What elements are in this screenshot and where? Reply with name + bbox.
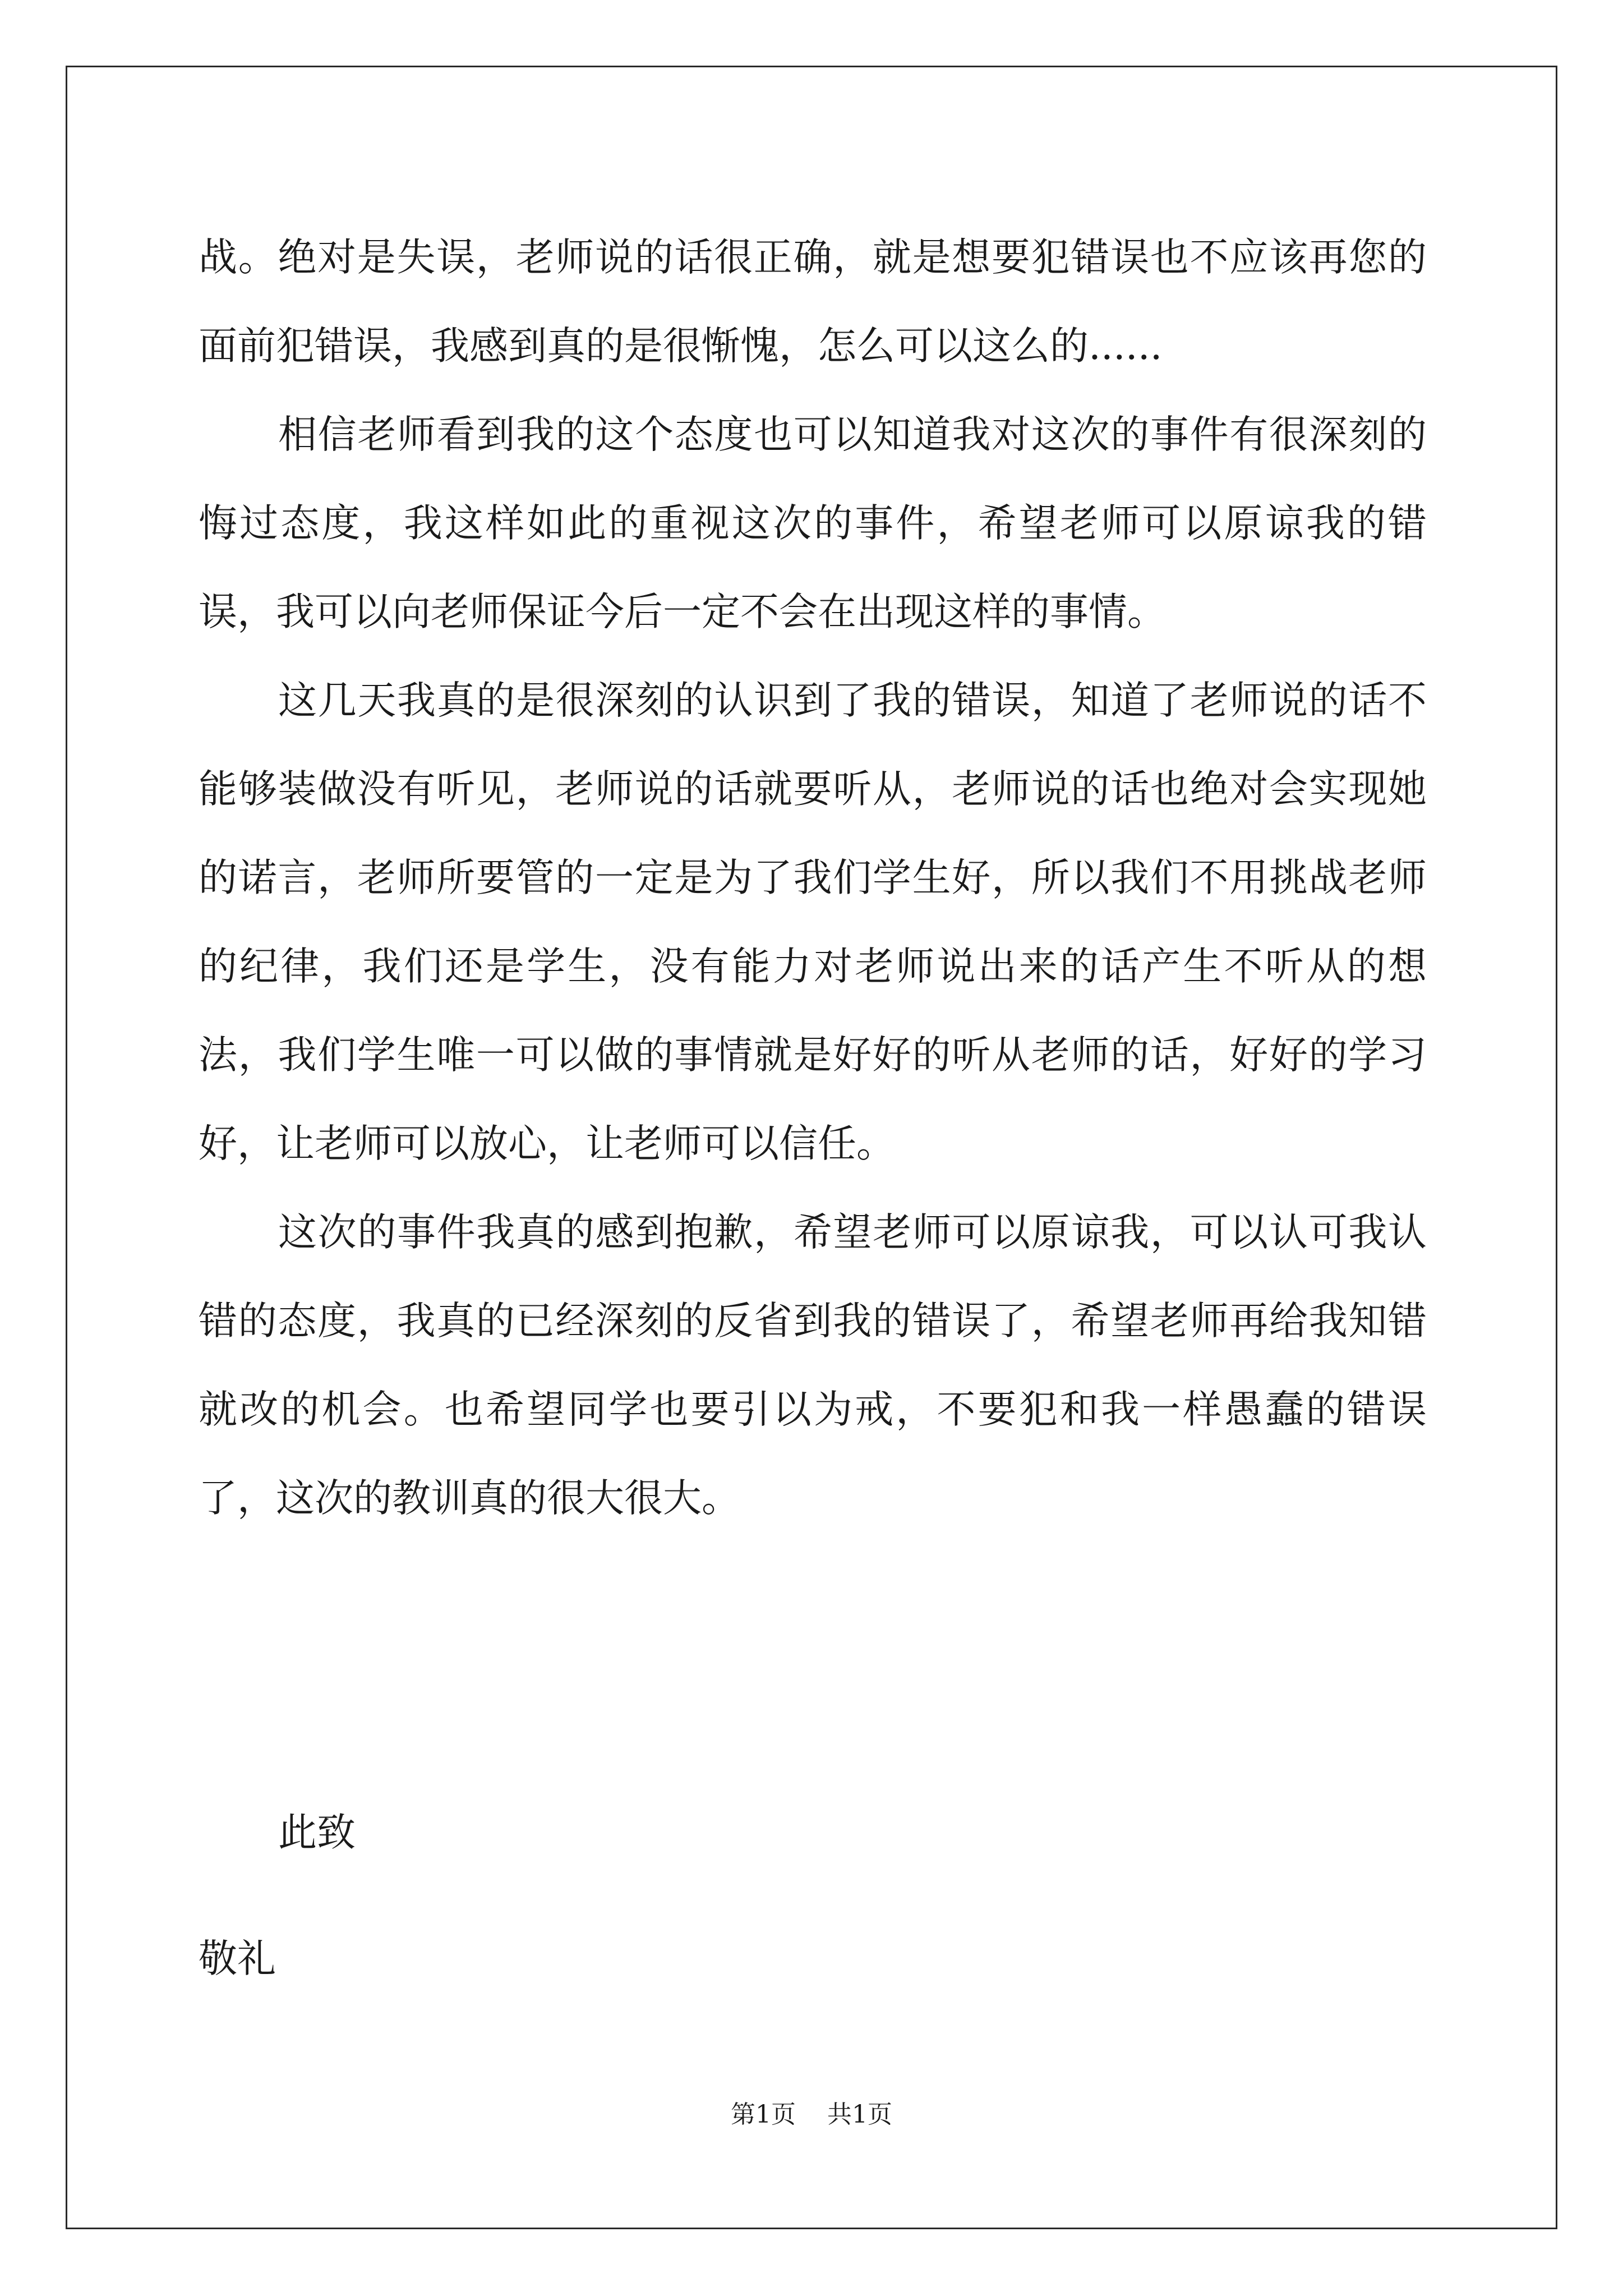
letter-body xyxy=(199,213,1427,1543)
closing-regards: 敬礼 xyxy=(199,1936,276,1981)
page-number-footer: 第1页 共1页 xyxy=(731,2100,892,2129)
paragraph-1: 战。绝对是失误，老师说的话很正确，就是想要犯错误也不应该再您的面前犯错误，我感到真的是很惭愧，怎么可以这么的...... xyxy=(199,235,1427,369)
closing-salutation: 此致 xyxy=(278,1810,356,1855)
paragraph-2: 相信老师看到我的这个态度也可以知道我对这次的事件有很深刻的悔过态度，我这样如此的重视这次的事件，希望老师可以原谅我的错误，我可以向老师保证今后一定不会在出现这样的事情。 xyxy=(199,412,1427,634)
paragraph-4: 这次的事件我真的感到抱歉，希望老师可以原谅我，可以认可我认错的态度，我真的已经深刻的反省到我的错误了，希望老师再给我知错就改的机会。也希望同学也要引以为戒，不要犯和我一样愚蠢的错误了，这次的教训真的很大很大。 xyxy=(199,1210,1427,1521)
paragraph-3: 这几天我真的是很深刻的认识到了我的错误，知道了老师说的话不能够装做没有听见，老师说的话就要听从，老师说的话也绝对会实现她的诺言，老师所要管的一定是为了我们学生好，所以我们不用挑战老师的纪律，我们还是学生，没有能力对老师说出来的话产生不听从的想法，我们学生唯一可以做的事情就是好好的听从老师的话，好好的学习好，让老师可以放心，让老师可以信任。 xyxy=(199,678,1427,1166)
